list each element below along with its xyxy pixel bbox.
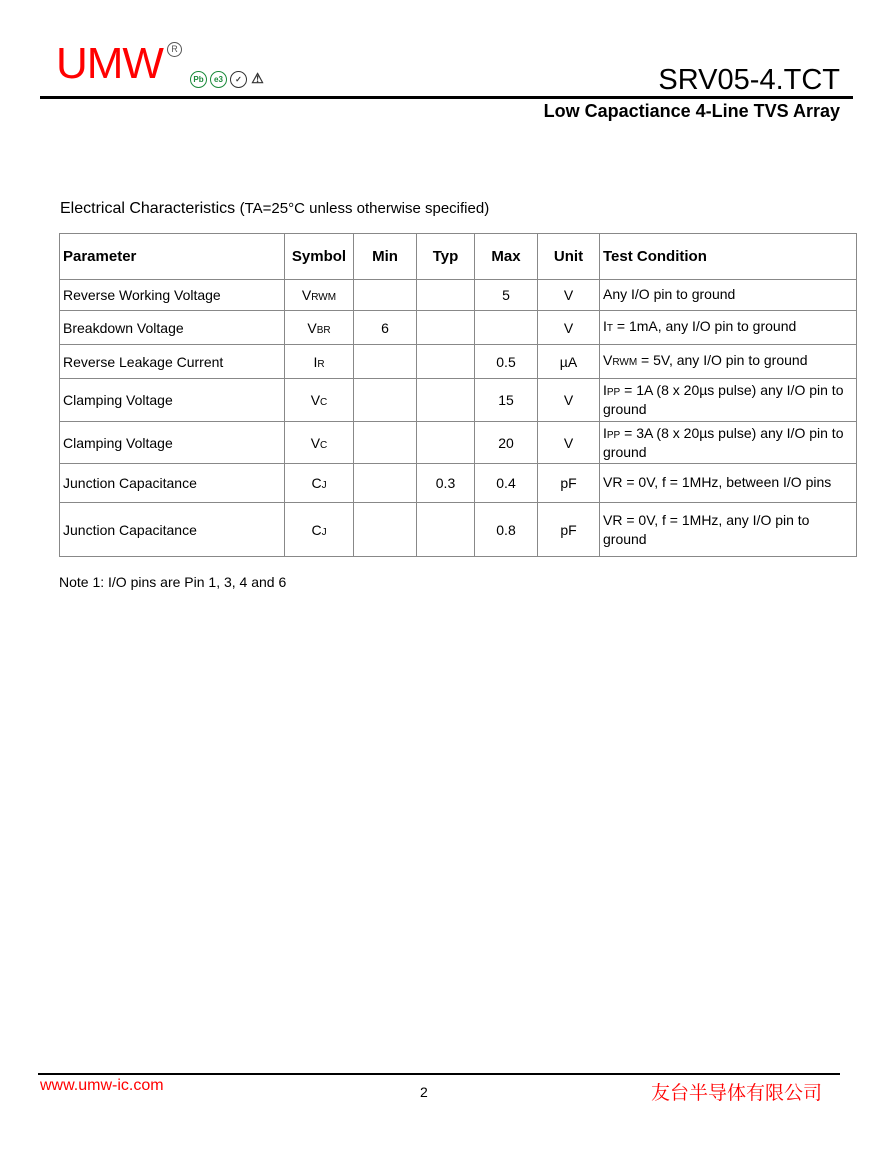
- max-cell: 0.4: [475, 464, 538, 503]
- rohs-icon: ✓: [230, 71, 247, 88]
- umw-logo: UMW: [56, 39, 163, 88]
- test-condition-cell: [600, 280, 857, 311]
- condition-subscript: PP: [606, 387, 621, 398]
- typ-cell: [417, 422, 475, 464]
- unit-cell: pF: [538, 503, 600, 557]
- table-row: [60, 345, 857, 379]
- condition-text: = 5V, any I/O pin to ground: [637, 352, 808, 368]
- condition-symbol: I: [603, 382, 607, 398]
- table-row: [60, 422, 857, 464]
- symbol: V: [307, 319, 317, 336]
- condition-subscript: PP: [606, 429, 621, 441]
- symbol: I: [313, 353, 318, 370]
- condition-text: VR = 0V, f = 1MHz, any I/O pin to ground: [603, 511, 810, 547]
- symbol-subscript: RWM: [311, 292, 337, 303]
- parameter-cell: Clamping Voltage: [60, 379, 285, 422]
- parameter-cell: Junction Capacitance: [60, 464, 285, 503]
- symbol-cell: [285, 503, 354, 557]
- condition-text: = 3A (8 x 20µs pulse) any I/O pin to ground: [603, 424, 844, 460]
- min-cell: [354, 379, 417, 422]
- registered-icon: R: [167, 42, 182, 57]
- symbol-cell: [285, 311, 354, 345]
- max-cell: 20: [475, 422, 538, 464]
- typ-cell: [417, 503, 475, 557]
- symbol-subscript: C: [320, 397, 328, 408]
- symbol: C: [311, 521, 322, 538]
- part-number: SRV05-4.TCT: [658, 64, 840, 96]
- table-row: [60, 464, 857, 503]
- unit-cell: V: [538, 379, 600, 422]
- typ-cell: [417, 280, 475, 311]
- symbol-subscript: C: [320, 439, 328, 451]
- typ-cell: 0.3: [417, 464, 475, 503]
- table-row: [60, 503, 857, 557]
- section-title: [60, 200, 489, 218]
- company-name: 友台半导体有限公司: [651, 1082, 823, 1104]
- symbol: C: [311, 475, 322, 491]
- typ-cell: [417, 311, 475, 345]
- max-cell: 15: [475, 379, 538, 422]
- col-unit: Unit: [538, 234, 600, 280]
- section-condition: (TA=25°C unless otherwise specified): [239, 200, 490, 217]
- electrical-characteristics-table: [59, 233, 857, 557]
- footer-divider: [38, 1073, 840, 1075]
- condition-symbol: V: [603, 352, 613, 368]
- col-parameter: Parameter: [60, 234, 285, 280]
- condition-symbol: I: [603, 424, 607, 441]
- parameter-cell: Clamping Voltage: [60, 422, 285, 464]
- website-link[interactable]: www.umw-ic.com: [40, 1077, 164, 1094]
- symbol-subscript: R: [317, 358, 325, 370]
- test-condition-cell: [600, 464, 857, 503]
- unit-cell: V: [538, 311, 600, 345]
- symbol: V: [310, 434, 321, 451]
- section-title-text: Electrical Characteristics: [60, 200, 236, 217]
- unit-cell: pF: [538, 464, 600, 503]
- test-condition-cell: [600, 311, 857, 345]
- min-cell: [354, 345, 417, 379]
- page-number: 2: [420, 1084, 428, 1100]
- unit-cell: V: [538, 422, 600, 464]
- max-cell: 0.5: [475, 345, 538, 379]
- parameter-cell: Breakdown Voltage: [60, 311, 285, 345]
- typ-cell: [417, 379, 475, 422]
- header-divider: [40, 96, 853, 99]
- test-condition-cell: [600, 503, 857, 557]
- condition-subscript: T: [606, 323, 613, 334]
- typ-cell: [417, 345, 475, 379]
- parameter-cell: Reverse Leakage Current: [60, 345, 285, 379]
- parameter-cell: Junction Capacitance: [60, 503, 285, 557]
- table-row: [60, 379, 857, 422]
- symbol: V: [301, 287, 312, 303]
- condition-subscript: RWM: [612, 357, 638, 368]
- e3-icon: e3: [210, 71, 227, 88]
- symbol-cell: [285, 345, 354, 379]
- condition-symbol: I: [603, 318, 607, 334]
- symbol-cell: [285, 422, 354, 464]
- table-header-row: [60, 234, 857, 280]
- symbol-cell: [285, 280, 354, 311]
- min-cell: [354, 503, 417, 557]
- symbol-subscript: J: [321, 480, 327, 491]
- note: Note 1: I/O pins are Pin 1, 3, 4 and 6: [59, 574, 287, 590]
- test-condition-cell: [600, 379, 857, 422]
- condition-text: Any I/O pin to ground: [603, 285, 736, 302]
- esd-warning-icon: ⚠: [251, 70, 264, 86]
- table-row: [60, 280, 857, 311]
- symbol-subscript: J: [321, 526, 327, 538]
- unit-cell: µA: [538, 345, 600, 379]
- table-row: [60, 311, 857, 345]
- parameter-cell: Reverse Working Voltage: [60, 280, 285, 311]
- col-max: Max: [475, 234, 538, 280]
- test-condition-cell: [600, 422, 857, 464]
- pb-free-icon: Pb: [190, 71, 207, 88]
- condition-text: = 1A (8 x 20µs pulse) any I/O pin to ground: [603, 382, 844, 417]
- min-cell: [354, 280, 417, 311]
- condition-text: VR = 0V, f = 1MHz, between I/O pins: [603, 473, 832, 490]
- test-condition-cell: [600, 345, 857, 379]
- max-cell: 5: [475, 280, 538, 311]
- min-cell: [354, 422, 417, 464]
- symbol-subscript: BR: [316, 324, 331, 336]
- col-symbol: Symbol: [285, 234, 354, 280]
- symbol: V: [310, 392, 321, 408]
- max-cell: [475, 311, 538, 345]
- condition-text: = 1mA, any I/O pin to ground: [613, 318, 797, 334]
- min-cell: 6: [354, 311, 417, 345]
- subtitle: Low Capactiance 4-Line TVS Array: [543, 101, 840, 121]
- col-typ: Typ: [417, 234, 475, 280]
- symbol-cell: [285, 379, 354, 422]
- col-min: Min: [354, 234, 417, 280]
- min-cell: [354, 464, 417, 503]
- col-test-condition: Test Condition: [600, 234, 857, 280]
- max-cell: 0.8: [475, 503, 538, 557]
- symbol-cell: [285, 464, 354, 503]
- unit-cell: V: [538, 280, 600, 311]
